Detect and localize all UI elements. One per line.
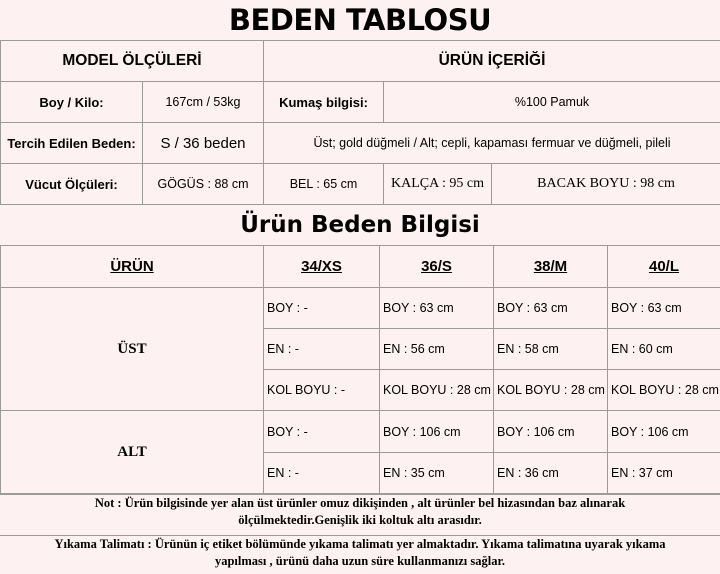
boy-kilo-label: Boy / Kilo: bbox=[1, 82, 143, 123]
table-cell: BOY : 106 cm bbox=[608, 411, 720, 453]
product-description: Üst; gold düğmeli / Alt; cepli, kapaması fermuar ve düğmeli, pileli bbox=[264, 123, 720, 164]
table-cell: KOL BOYU : 28 cm bbox=[608, 370, 720, 411]
model-measurements-table bbox=[0, 40, 720, 205]
table-cell: KOL BOYU : - bbox=[264, 370, 380, 411]
washing-line-2: yapılması , ürünü daha uzun süre kullanmanızı sağlar. bbox=[0, 553, 720, 570]
table-cell: EN : 58 cm bbox=[494, 329, 608, 370]
table-cell: EN : 35 cm bbox=[380, 453, 494, 494]
top-garment-label: ÜST bbox=[1, 288, 264, 411]
product-content-header: ÜRÜN İÇERİĞİ bbox=[264, 41, 720, 82]
table-cell: BOY : 63 cm bbox=[608, 288, 720, 329]
page-title: BEDEN TABLOSU bbox=[0, 0, 720, 40]
measurement-note bbox=[0, 494, 720, 533]
product-column-header: ÜRÜN bbox=[1, 246, 264, 288]
table-cell: BOY : 106 cm bbox=[494, 411, 608, 453]
table-cell: BOY : 106 cm bbox=[380, 411, 494, 453]
waist-measurement: BEL : 65 cm bbox=[264, 164, 384, 205]
table-cell: EN : 60 cm bbox=[608, 329, 720, 370]
table-cell: EN : 36 cm bbox=[494, 453, 608, 494]
size-table bbox=[0, 245, 720, 494]
preferred-size-value: S / 36 beden bbox=[143, 123, 264, 164]
table-cell: KOL BOYU : 28 cm bbox=[494, 370, 608, 411]
fabric-label: Kumaş bilgisi: bbox=[264, 82, 384, 123]
size-info-title: Ürün Beden Bilgisi bbox=[0, 205, 720, 245]
preferred-size-label: Tercih Edilen Beden: bbox=[1, 123, 143, 164]
note-line-1: Not : Ürün bilgisinde yer alan üst ürünler omuz dikişinden , alt ürünler bel hizasından baz alınarak bbox=[0, 495, 720, 512]
table-cell: EN : - bbox=[264, 329, 380, 370]
chest-measurement: GÖGÜS : 88 cm bbox=[143, 164, 264, 205]
table-cell: EN : - bbox=[264, 453, 380, 494]
size-header-34xs: 34/XS bbox=[264, 246, 380, 288]
size-header-40l: 40/L bbox=[608, 246, 720, 288]
hip-measurement: KALÇA : 95 cm bbox=[384, 164, 492, 205]
bottom-garment-label: ALT bbox=[1, 411, 264, 494]
table-cell: EN : 37 cm bbox=[608, 453, 720, 494]
washing-line-1: Yıkama Talimatı : Ürünün iç etiket bölümünde yıkama talimatı yer almaktadır. Yıkama talimatına uyarak yıkama bbox=[0, 536, 720, 553]
table-cell: BOY : 63 cm bbox=[494, 288, 608, 329]
note-line-2: ölçülmektedir.Genişlik iki koltuk altı arasıdır. bbox=[0, 512, 720, 529]
model-header: MODEL ÖLÇÜLERİ bbox=[1, 41, 264, 82]
size-header-36s: 36/S bbox=[380, 246, 494, 288]
table-cell: BOY : 63 cm bbox=[380, 288, 494, 329]
table-cell: KOL BOYU : 28 cm bbox=[380, 370, 494, 411]
boy-kilo-value: 167cm / 53kg bbox=[143, 82, 264, 123]
table-cell: BOY : - bbox=[264, 411, 380, 453]
washing-instructions bbox=[0, 535, 720, 574]
fabric-value: %100 Pamuk bbox=[384, 82, 720, 123]
body-measurements-label: Vücut Ölçüleri: bbox=[1, 164, 143, 205]
table-cell: EN : 56 cm bbox=[380, 329, 494, 370]
table-cell: BOY : - bbox=[264, 288, 380, 329]
size-header-38m: 38/M bbox=[494, 246, 608, 288]
leg-length-measurement: BACAK BOYU : 98 cm bbox=[492, 164, 720, 205]
